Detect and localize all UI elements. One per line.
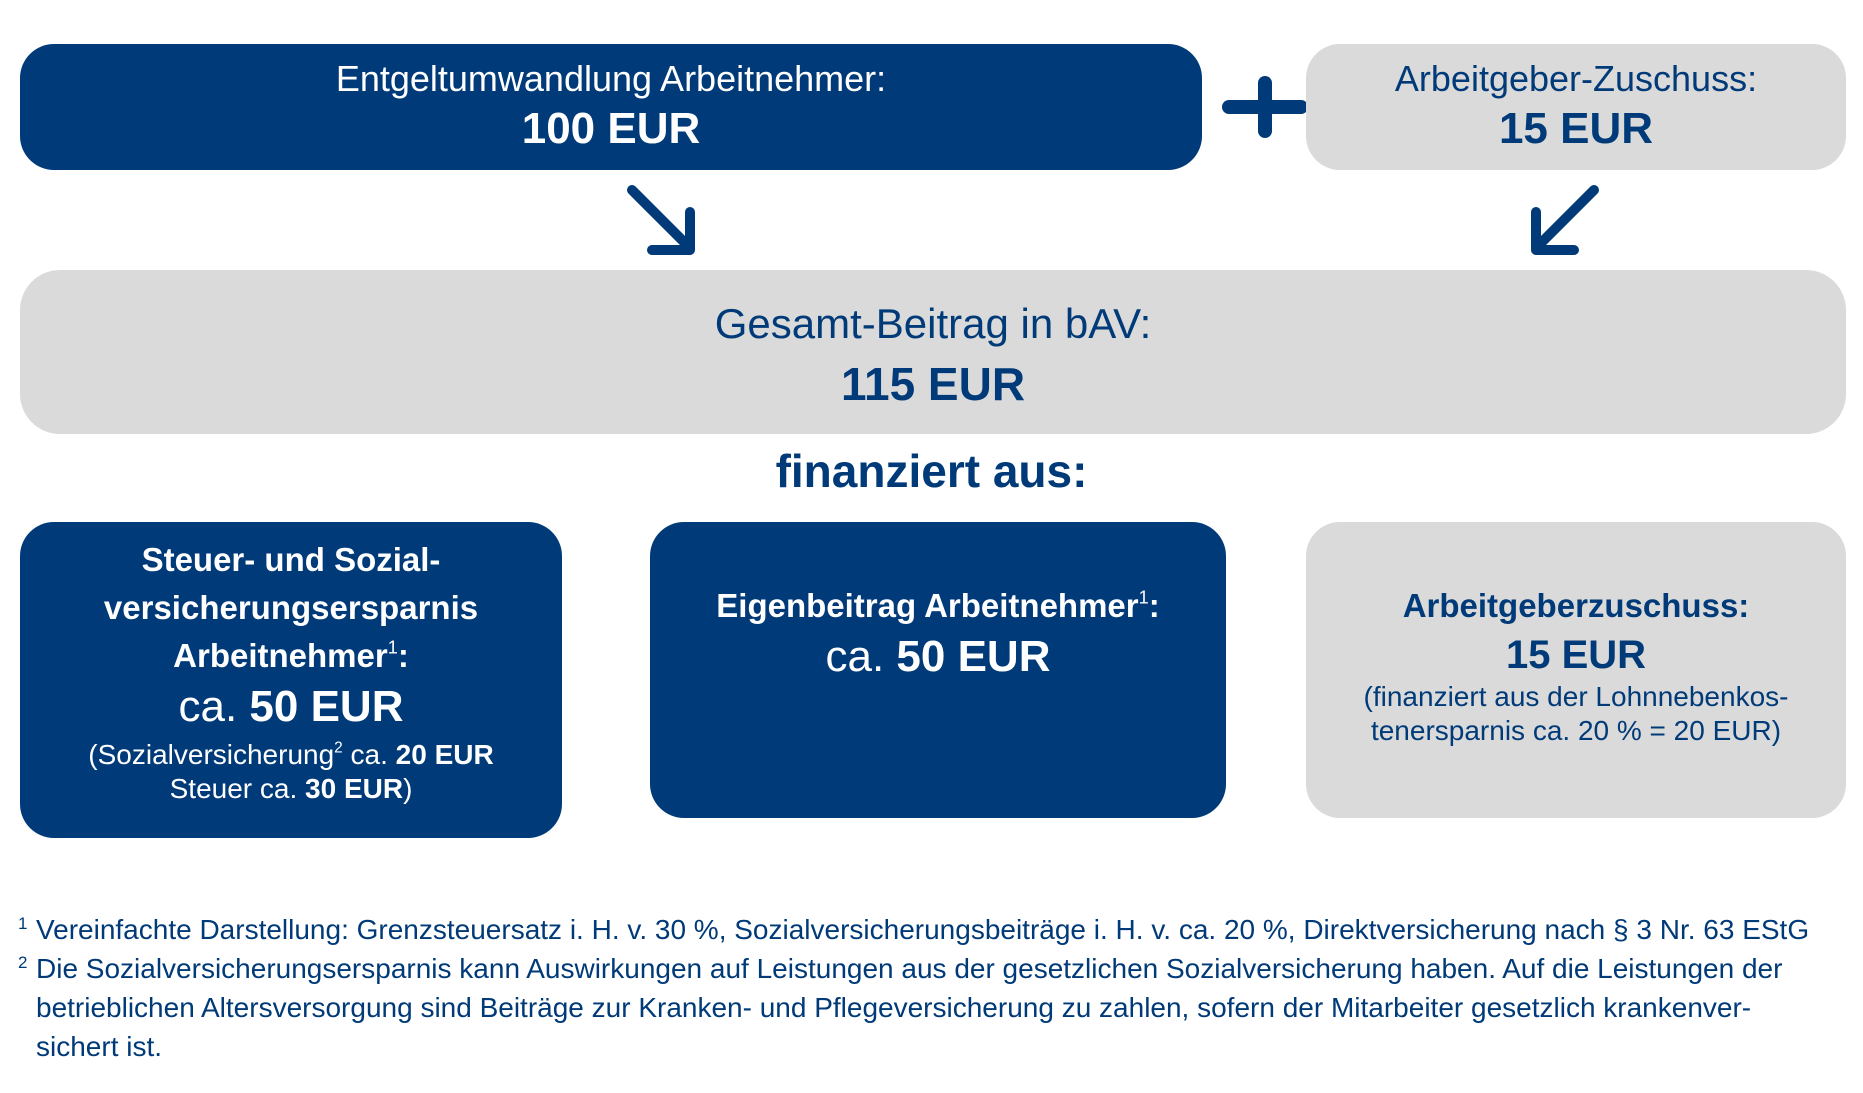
total-contribution-label: Gesamt-Beitrag in bAV: (714, 300, 1152, 347)
employee-conversion-label: Entgeltumwandlung Arbeitnehmer: (335, 58, 887, 99)
financed-by-heading: finanziert aus: (775, 445, 1088, 497)
footnote-1 (18, 910, 1858, 949)
footnote-1-text: Vereinfachte Darstellung: Grenzsteuersatz i. H. v. 30 %, Sozialversicherungsbeiträge i. H. v. ca. 20 %, Direktversicherung nach § 3 Nr. 63 EStG (36, 914, 1810, 945)
tax-savings-box (20, 522, 562, 838)
employer-subsidy-box (1306, 44, 1846, 170)
employer-contribution-box (1306, 522, 1846, 818)
employer-subsidy-value: 15 EUR (1498, 104, 1654, 153)
footnote-2-mark: 2 (18, 953, 28, 972)
tax-savings-line2: versicherungsersparnis (103, 589, 479, 626)
total-contribution-value: 115 EUR (840, 358, 1026, 410)
footnote-2-line1: Die Sozialversicherungsersparnis kann Auswirkungen auf Leistungen aus der gesetzlichen Sozialversicherung haben. Auf die Leistungen der (36, 953, 1783, 984)
arrow-down-right-icon (622, 182, 702, 262)
employer-contribution-label: Arbeitgeberzuschuss: (1402, 587, 1750, 624)
arrow-down-left-icon (1524, 182, 1604, 262)
footnote-2 (18, 949, 1858, 1066)
own-contribution-label: Eigenbeitrag Arbeitnehmer$^1$: (716, 587, 1160, 624)
tax-savings-amount: ca. 50 EUR (178, 682, 404, 731)
employer-contribution-note1: (finanziert aus der Lohnnebenkos- (1363, 681, 1789, 712)
footnotes (18, 910, 1858, 1066)
tax-savings-detail-social: (Sozialversicherung$^2$ ca. 20 EUR (88, 739, 494, 770)
employee-conversion-box (20, 44, 1202, 170)
own-contribution-box (650, 522, 1226, 818)
employee-conversion-value: 100 EUR (521, 104, 701, 153)
own-contribution-amount: ca. 50 EUR (825, 632, 1051, 681)
tax-savings-detail-tax: Steuer ca. 30 EUR) (169, 773, 413, 804)
employer-contribution-note2: tenersparnis ca. 20 % = 20 EUR) (1370, 715, 1782, 746)
plus-icon (1222, 76, 1308, 138)
employer-contribution-amount: 15 EUR (1505, 633, 1647, 677)
tax-savings-line3: Arbeitnehmer$^1$: (173, 637, 409, 674)
footnote-2-line3: sichert ist. (36, 1031, 163, 1062)
employer-subsidy-label: Arbeitgeber-Zuschuss: (1394, 58, 1758, 99)
footnote-1-mark: 1 (18, 914, 28, 933)
footnote-2-line2: betrieblichen Altersversorgung sind Beiträge zur Kranken- und Pflegeversicherung zu zahlen, sofern der Mitarbeiter gesetzlich krankenver- (36, 992, 1752, 1023)
total-contribution-box (20, 270, 1846, 434)
tax-savings-line1: Steuer- und Sozial- (141, 541, 441, 578)
